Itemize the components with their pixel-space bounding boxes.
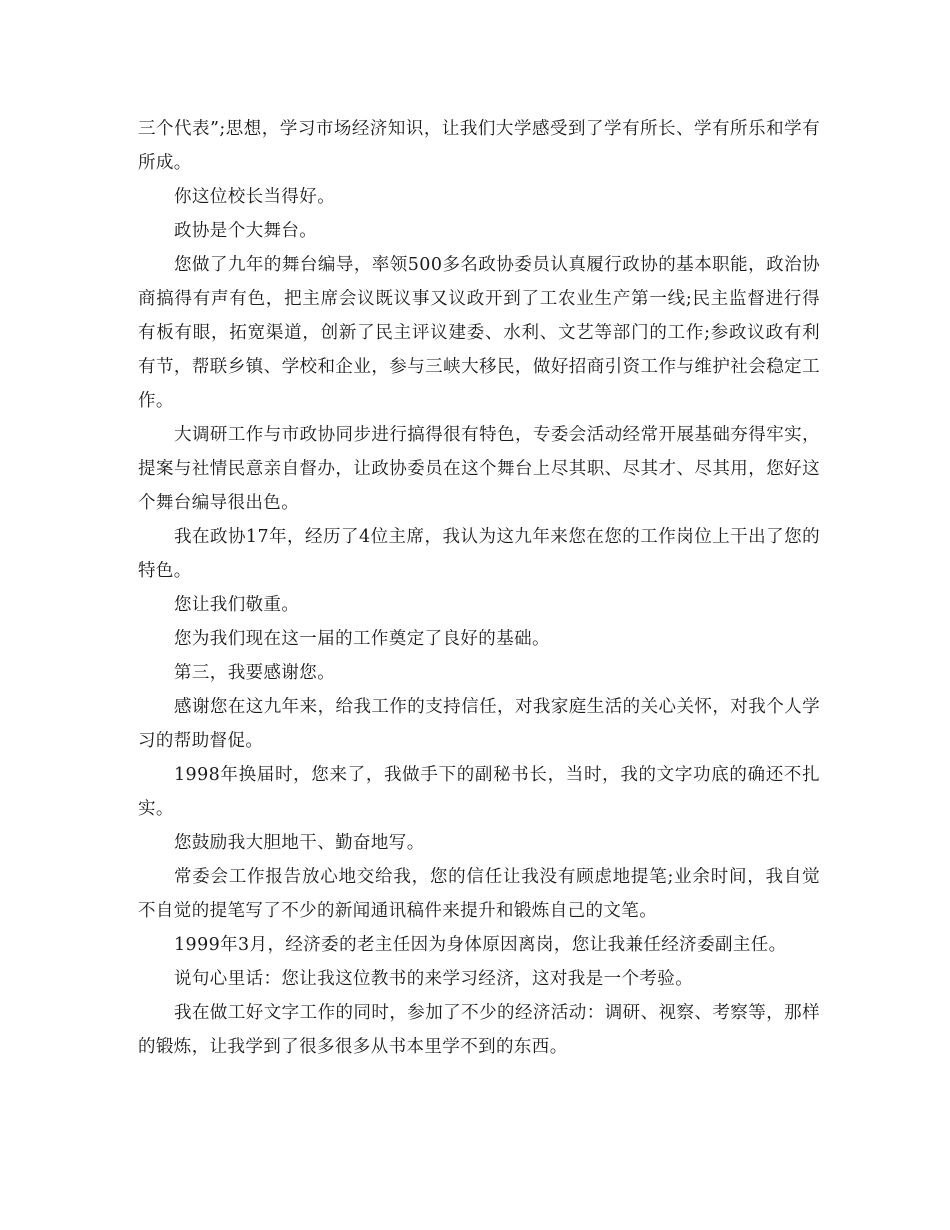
paragraph: 感谢您在这九年来，给我工作的支持信任，对我家庭生活的关心关怀，对我个人学习的帮助督促。 (138, 697, 820, 751)
paragraph: 说句心里话：您让我这位教书的来学习经济，这对我是一个考验。 (174, 969, 694, 989)
document-body (138, 112, 820, 1064)
paragraph: 大调研工作与市政协同步进行搞得很有特色，专委会活动经常开展基础夯得牢实，提案与社情民意亲自督办，让政协委员在这个舞台上尽其职、尽其才、尽其用，您好这个舞台编导很出色。 (138, 425, 820, 513)
paragraph: 你这位校长当得好。 (174, 187, 336, 207)
paragraph: 1998年换届时，您来了，我做手下的副秘书长，当时，我的文字功底的确还不扎实。 (138, 765, 820, 819)
paragraph: 您让我们敬重。 (174, 595, 300, 615)
paragraph: 常委会工作报告放心地交给我，您的信任让我没有顾虑地提笔;业余时间，我自觉不自觉的提笔写了不少的新闻通讯稿件来提升和锻炼自己的文笔。 (138, 867, 820, 921)
paragraph: 我在政协17年，经历了4位主席，我认为这九年来您在您的工作岗位上干出了您的特色。 (138, 527, 820, 581)
paragraph: 第三，我要感谢您。 (174, 663, 336, 683)
paragraph: 您做了九年的舞台编导，率领500多名政协委员认真履行政协的基本职能，政治协商搞得有声有色，把主席会议既议事又议政开到了工农业生产第一线;民主监督进行得有板有眼，拓宽渠道，创新了民主评议建委、水利、文艺等部门的工作;参政议政有利有节，帮联乡镇、学校和企业，参与三峡大移民，做好招商引资工作与维护社会稳定工作。 (138, 255, 820, 411)
paragraph: 您为我们现在这一届的工作奠定了良好的基础。 (174, 629, 550, 649)
paragraph-continuation: 三个代表”;思想，学习市场经济知识，让我们大学感受到了学有所长、学有所乐和学有所成。 (138, 119, 820, 173)
paragraph: 您鼓励我大胆地干、勤奋地写。 (174, 833, 425, 853)
paragraph: 1999年3月，经济委的老主任因为身体原因离岗，您让我兼任经济委副主任。 (174, 935, 787, 955)
paragraph: 我在做工好文字工作的同时，参加了不少的经济活动：调研、视察、考察等，那样的锻炼，让我学到了很多很多从书本里学不到的东西。 (138, 1003, 820, 1057)
paragraph: 政协是个大舞台。 (174, 221, 318, 241)
